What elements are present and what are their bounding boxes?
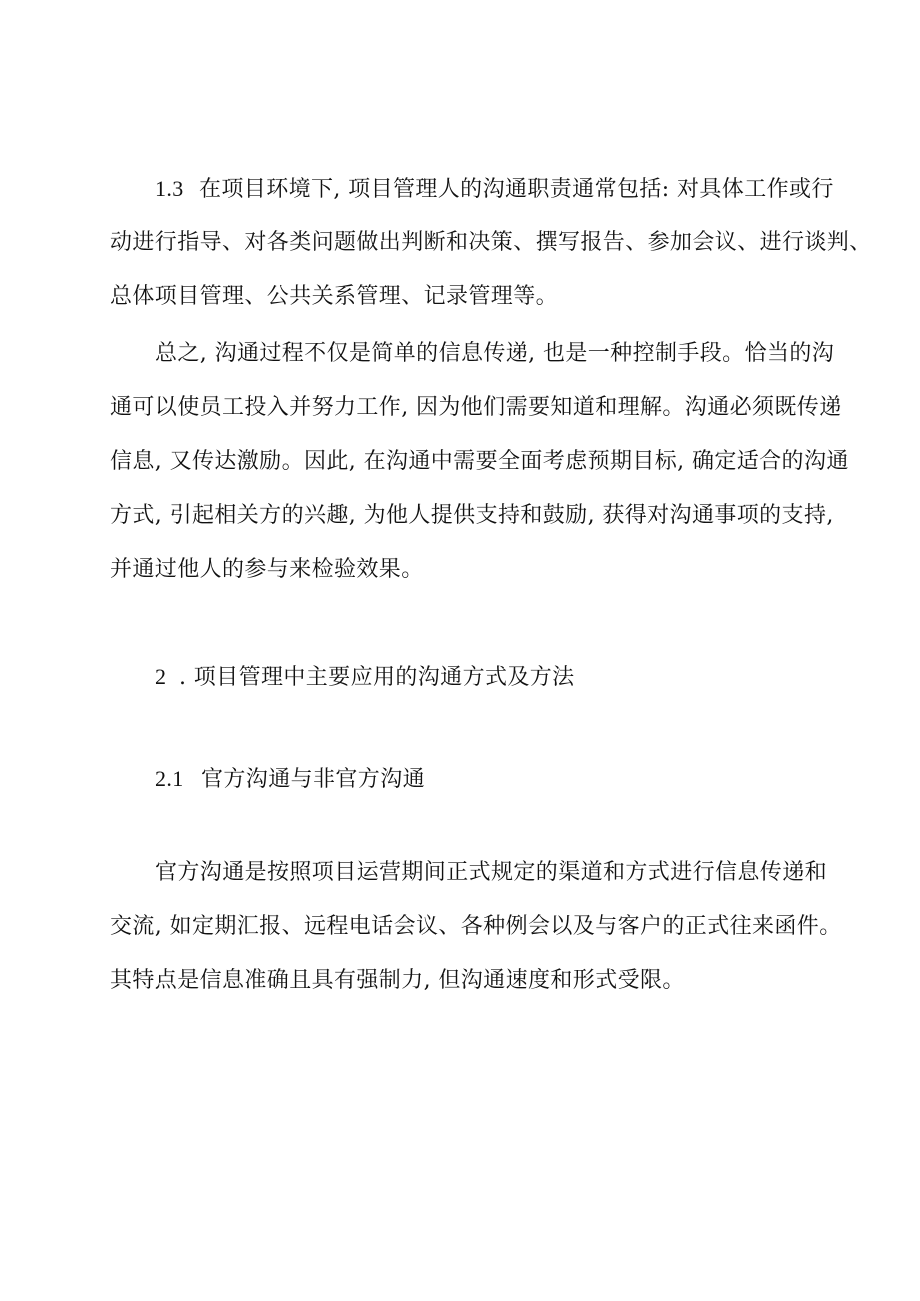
section-number: 1.3 — [155, 176, 184, 201]
section-number: 2 — [155, 664, 167, 689]
paragraph-line: 官方沟通是按照项目运营期间正式规定的渠道和方式进行信息传递和 — [155, 860, 828, 885]
paragraph-summary — [110, 327, 849, 597]
paragraph-line: 并通过他人的参与来检验效果。 — [110, 557, 424, 582]
paragraph-line: 通可以使员工投入并努力工作, 因为他们需要知道和理解。沟通必须既传递 — [110, 395, 842, 420]
paragraph-line: 动进行指导、对各类问题做出判断和决策、撰写报告、参加会议、进行谈判、 — [110, 230, 872, 255]
heading-section-2-1 — [110, 752, 810, 806]
paragraph-section-1-3 — [110, 162, 872, 324]
paragraph-line: 信息, 又传达激励。因此, 在沟通中需要全面考虑预期目标, 确定适合的沟通 — [110, 449, 849, 474]
paragraph-official-communication — [110, 846, 842, 1008]
section-number: 2.1 — [155, 766, 184, 791]
paragraph-text: 在项目环境下, 项目管理人的沟通职责通常包括: 对具体工作或行 — [199, 177, 834, 202]
subsection-heading-text: 官方沟通与非官方沟通 — [201, 767, 426, 792]
paragraph-line: 总之, 沟通过程不仅是简单的信息传递, 也是一种控制手段。恰当的沟 — [155, 341, 835, 366]
subsection-heading — [110, 752, 810, 806]
paragraph-line: 其特点是信息准确且具有强制力, 但沟通速度和形式受限。 — [110, 968, 685, 993]
heading-section-2 — [110, 650, 810, 704]
paragraph-line — [110, 162, 834, 216]
paragraph-line: 交流, 如定期汇报、远程电话会议、各种例会以及与客户的正式往来函件。 — [110, 914, 842, 939]
paragraph-line: 总体项目管理、公共关系管理、记录管理等。 — [110, 284, 559, 309]
section-heading-text: . 项目管理中主要应用的沟通方式及方法 — [179, 665, 575, 690]
section-heading — [110, 650, 810, 704]
paragraph-line: 方式, 引起相关方的兴趣, 为他人提供支持和鼓励, 获得对沟通事项的支持, — [110, 503, 834, 528]
